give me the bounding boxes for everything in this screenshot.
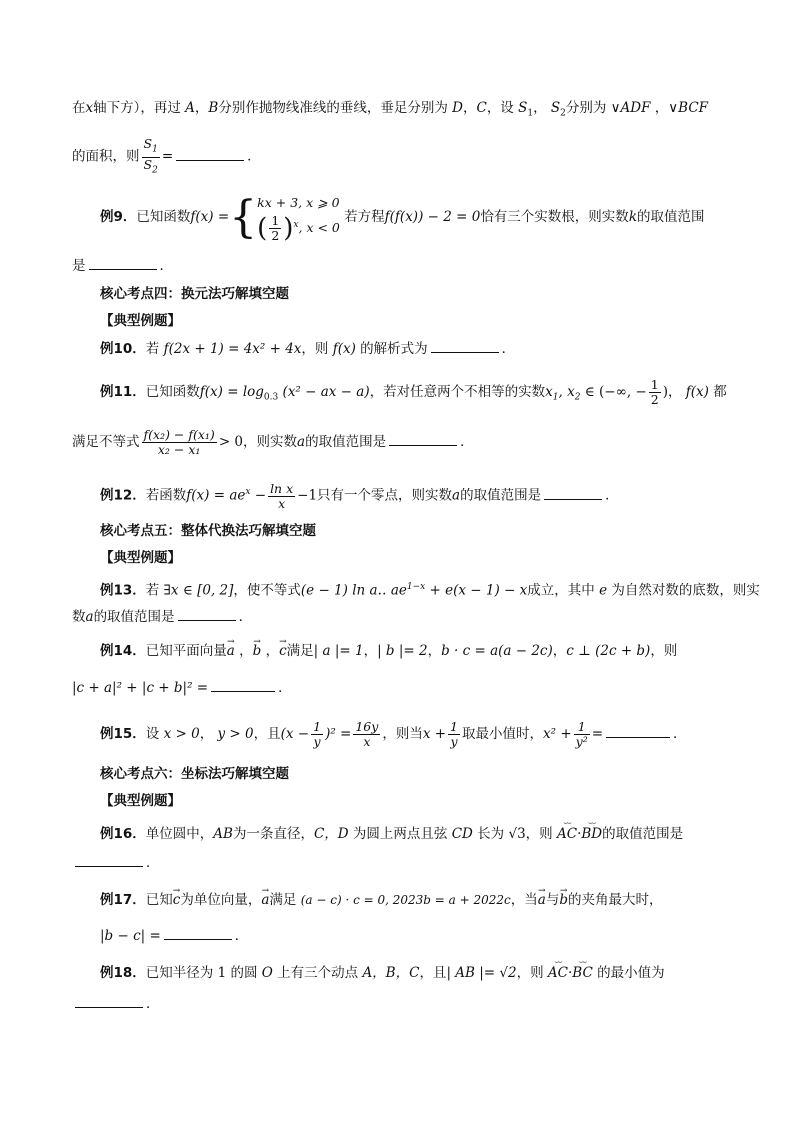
function: f(x)	[332, 341, 356, 357]
expression: |c + a|² + |c + b|² =	[72, 680, 209, 696]
text: 若方程	[344, 209, 385, 226]
text: ，	[265, 643, 280, 659]
vector-a: → a	[261, 889, 269, 911]
example-label: 例16．	[100, 826, 146, 842]
text: 设	[145, 726, 160, 742]
problem-8-line-2	[72, 137, 732, 177]
text: ，	[194, 100, 209, 116]
section-6-title: 核心考点六：坐标法巧解填空题	[100, 766, 289, 782]
text: 分别作抛物线准线的垂线，垂足分别为	[218, 100, 448, 116]
example-11-line-1	[100, 378, 760, 409]
section-5-subtitle: 【典型例题】	[100, 550, 181, 566]
example-13-line-2	[72, 606, 732, 628]
example-17-line-2	[100, 925, 760, 947]
text: ，	[363, 643, 378, 659]
text: 的最小值为	[597, 965, 665, 981]
text: 与	[545, 892, 560, 908]
text: 若	[145, 582, 160, 599]
interval-start: ∈ (−∞, −	[584, 384, 647, 400]
segment-AB: AB	[213, 826, 233, 842]
period: ．	[159, 258, 173, 274]
condition-1: | a |= 1	[313, 643, 364, 659]
text: ，	[533, 100, 547, 116]
vector-BD: ⌣⌣ BD	[581, 823, 602, 845]
condition-2: | b |= 2	[377, 643, 428, 659]
text: ，	[462, 100, 477, 116]
case-2-cond: , x < 0	[298, 220, 340, 236]
expr-x2-plus: x² +	[543, 726, 572, 742]
condition-1: x > 0	[163, 726, 200, 742]
text: 已知	[145, 892, 173, 908]
text: ，	[667, 384, 682, 400]
text: 为一条直径，	[232, 826, 314, 842]
log-base: 0.3	[263, 392, 279, 403]
section-5-title: 核心考点五：整体代换法巧解填空题	[100, 523, 316, 539]
example-9-line-1	[100, 192, 760, 243]
text: 的解析式为	[360, 341, 428, 357]
period: ．	[146, 855, 160, 871]
text: 的取值范围是	[460, 487, 542, 504]
period: ．	[238, 609, 253, 625]
text: 恰有三个实数根，则实数	[480, 209, 629, 226]
example-label: 例10．	[100, 341, 146, 357]
expression: |b − c| =	[100, 928, 161, 944]
text: 已知函数	[145, 384, 200, 400]
constant: −1	[297, 487, 318, 504]
denominator: y²	[575, 734, 588, 749]
answer-blank[interactable]	[431, 338, 499, 353]
text: 只有一个零点，则实数	[317, 487, 453, 504]
text: 为单位向量，	[180, 892, 262, 908]
period: ．	[605, 487, 619, 504]
numerator: S	[143, 136, 153, 151]
answer-blank[interactable]	[544, 485, 602, 500]
text: ，	[427, 643, 442, 659]
period: ．	[501, 341, 516, 357]
text: 的取值范围是	[602, 826, 684, 842]
var-x: x	[567, 384, 575, 400]
example-label: 例9．	[100, 209, 137, 226]
vector-conditions: (a − c) · c = 0, 2023b = a + 2022c	[300, 893, 511, 907]
example-label: 例15．	[100, 726, 146, 742]
text: ，	[552, 643, 567, 659]
vector-c: → c	[279, 640, 287, 662]
equals: =	[161, 148, 174, 165]
var-C: C	[476, 100, 487, 116]
condition-4: c ⊥ (2c + b)	[566, 643, 651, 659]
vector-a: → a	[538, 889, 546, 911]
text: 满足	[269, 892, 297, 908]
superscript: x	[245, 487, 251, 497]
expr-x-plus: x +	[422, 726, 447, 742]
text: 的取值范围是	[305, 434, 387, 450]
subscript: 2	[152, 165, 158, 175]
text: ，若对任意两个不相等的实数	[369, 384, 546, 400]
text: 为自然对数的底数，则实	[611, 582, 760, 599]
example-13-line-1	[100, 576, 760, 602]
log-argument: (x² − ax − a)	[282, 384, 370, 400]
text: ，	[239, 643, 253, 659]
dot-operator: ·	[577, 826, 582, 842]
text: ，则	[516, 965, 544, 981]
vector-AC: ⌣⌣ AC	[548, 962, 568, 984]
denominator: x	[278, 495, 286, 511]
example-14-line-1	[100, 640, 760, 662]
var-D: D	[452, 100, 463, 116]
text: 长为	[477, 826, 505, 842]
left-brace: {	[229, 191, 258, 243]
inequality: > 0	[218, 434, 244, 450]
text: ，且	[419, 965, 447, 981]
subscript: 1	[527, 108, 534, 119]
lhs-start: (x −	[280, 726, 310, 742]
minus: −	[254, 487, 267, 504]
fraction-1-y2	[574, 720, 590, 749]
function-def: f(x) = log	[199, 384, 264, 400]
example-label: 例14．	[100, 643, 146, 659]
fraction-lnx-x	[268, 482, 295, 511]
function-def: f(x) = ae	[186, 487, 246, 504]
period: ．	[673, 726, 687, 742]
text: ，当	[510, 892, 538, 908]
denominator: 2	[650, 392, 659, 407]
answer-blank[interactable]	[75, 993, 143, 1008]
vector-c: → c	[173, 889, 181, 911]
case-1: kx + 3, x ⩾ 0	[257, 195, 340, 210]
text: ，使不等式	[233, 582, 301, 599]
text: ，则实数	[243, 434, 298, 450]
text: 都	[713, 384, 727, 400]
example-10	[100, 338, 760, 360]
text: 已知函数	[136, 209, 191, 226]
period: ．	[278, 680, 292, 696]
period: ．	[460, 434, 474, 450]
text: 已知半径为 1 的圆	[145, 965, 258, 981]
example-18-line-1	[100, 962, 760, 984]
example-label: 例11．	[100, 384, 146, 400]
var-S: S	[518, 100, 528, 116]
text: 数	[72, 609, 86, 625]
dot-operator: ·	[567, 965, 573, 981]
text: 的面积，则	[72, 148, 140, 165]
vector-AC: ⌣⌣ AC	[557, 823, 577, 845]
answer-blank[interactable]	[75, 852, 143, 867]
fraction-half	[649, 378, 661, 407]
example-17-line-1	[100, 889, 760, 911]
vars-x1-x2: $x_1$, $x_2$	[545, 384, 581, 403]
inequality-rest: + e(x − 1) − x	[429, 582, 528, 599]
numerator: 1	[313, 719, 322, 734]
function: f(x)	[685, 384, 709, 400]
answer-blank[interactable]	[178, 606, 236, 621]
interval-end: )	[662, 384, 668, 400]
chord-CD: CD	[451, 826, 473, 842]
subscript: 1	[152, 144, 158, 155]
denominator: x	[363, 734, 371, 749]
text: 取最小值时，	[462, 726, 543, 742]
text: ，	[199, 726, 214, 742]
answer-blank[interactable]	[211, 677, 275, 692]
points-C-D: C，D	[313, 826, 349, 842]
text: 满足	[286, 643, 314, 659]
fraction-16y-x	[353, 720, 380, 749]
text: 分别为	[565, 100, 607, 116]
vector-b: → b	[559, 889, 568, 911]
example-label: 例13．	[100, 582, 146, 599]
var-a: a	[452, 487, 461, 504]
numerator: 16y	[355, 719, 379, 734]
denominator: y	[450, 734, 458, 749]
example-14-line-2	[72, 677, 732, 699]
inequality: (e − 1) ln a‥ ae	[300, 582, 407, 599]
text: 的取值范围	[637, 209, 705, 226]
var-x: x	[85, 100, 94, 116]
denominator: y	[313, 734, 321, 749]
example-16-line-2	[72, 852, 732, 874]
case-2: ( $\frac{1}{2}$ )$^x$, x < 0	[257, 213, 340, 244]
circle-O: O	[261, 965, 273, 981]
fraction-1-y	[448, 720, 460, 749]
example-18-line-2	[72, 993, 732, 1015]
period: ．	[234, 928, 249, 944]
example-15	[100, 720, 760, 749]
triangle-ADF: ∨ADF	[610, 100, 651, 116]
section-4-title: 核心考点四：换元法巧解填空题	[100, 286, 289, 302]
answer-blank[interactable]	[606, 723, 670, 738]
function-def: f(x) =	[190, 209, 230, 226]
superscript: 1−x	[406, 582, 426, 592]
var-e: e	[599, 582, 608, 599]
numerator: 1	[574, 720, 590, 735]
var-S: S	[550, 100, 561, 116]
difference-quotient	[142, 428, 217, 457]
text: 的夹角最大时，	[567, 892, 663, 908]
answer-blank[interactable]	[164, 925, 232, 940]
text: 上有三个动点	[277, 965, 359, 981]
text: 若函数	[145, 487, 187, 504]
example-label: 例12．	[100, 487, 146, 504]
numerator: ln x	[270, 480, 294, 496]
text: 单位圆中，	[145, 826, 214, 842]
denominator: 2	[271, 228, 280, 244]
triangle-BCF: ∨BCF	[668, 100, 709, 116]
numerator: 1	[450, 719, 458, 734]
var-a: a	[297, 434, 306, 450]
sqrt-3: √3	[508, 826, 526, 842]
problem-8-line-1	[72, 97, 732, 125]
var-k: k	[628, 209, 637, 226]
numerator: f(x₂) − f(x₁)	[143, 427, 215, 442]
vector-a: → a	[227, 640, 235, 662]
section-4-subtitle: 【典型例题】	[100, 313, 181, 329]
answer-blank[interactable]	[389, 431, 457, 446]
condition-3: b · c = a(a − 2c)	[441, 643, 553, 659]
condition-2: y > 0	[217, 726, 254, 742]
example-16-line-1	[100, 823, 760, 845]
text: 已知平面向量	[145, 643, 227, 659]
text: 为圆上两点且弦	[352, 826, 448, 842]
section-6-subtitle: 【典型例题】	[100, 793, 181, 809]
piecewise-cases	[257, 192, 340, 243]
var-B: B	[208, 100, 219, 116]
text: 若	[145, 341, 160, 357]
numerator: 1	[650, 377, 659, 392]
points-A-B-C: A，B，C	[362, 965, 420, 981]
example-label: 例18．	[100, 965, 146, 981]
superscript: x	[293, 220, 299, 230]
var-A: A	[185, 100, 195, 116]
answer-blank[interactable]	[176, 146, 244, 161]
example-9-line-2	[72, 255, 732, 277]
equation: f(f(x)) − 2 = 0	[384, 209, 481, 226]
equals: =	[591, 726, 604, 742]
text: 的取值范围是	[93, 609, 175, 625]
var-a: a	[85, 609, 94, 625]
text: ，则	[301, 341, 329, 357]
text: ，	[654, 100, 669, 116]
example-11-line-2	[72, 428, 732, 457]
example-12	[100, 481, 760, 511]
text: ，设	[486, 100, 514, 116]
text: ，则	[525, 826, 553, 842]
text: ，则当	[382, 726, 423, 742]
exists-condition: ∃x ∈ [0, 2]	[163, 582, 234, 599]
period: ．	[146, 996, 160, 1012]
subscript: 2	[560, 108, 566, 119]
denominator: S	[143, 156, 153, 172]
equation: f(2x + 1) = 4x² + 4x	[163, 341, 302, 357]
fraction-1-y	[311, 720, 323, 749]
var-x: x	[545, 384, 553, 400]
numerator: 1	[271, 213, 280, 229]
text: 成立，其中	[527, 582, 595, 599]
period: ．	[247, 148, 261, 165]
text: 满足不等式	[72, 434, 140, 450]
vector-b: → b	[253, 640, 262, 662]
answer-blank[interactable]	[89, 255, 157, 270]
text: 在	[72, 100, 86, 116]
text: ，则	[650, 643, 678, 659]
condition: | AB |= √2	[446, 965, 517, 981]
example-label: 例17．	[100, 892, 146, 908]
vector-BC: ⌣⌣ BC	[572, 962, 593, 984]
lhs-end: )² =	[325, 726, 352, 742]
text: ，且	[253, 726, 281, 742]
denominator: x₂ − x₁	[157, 442, 201, 457]
fraction-S1-S2	[142, 137, 160, 177]
text: 是	[72, 258, 86, 274]
text: 轴下方），再过	[93, 100, 181, 116]
